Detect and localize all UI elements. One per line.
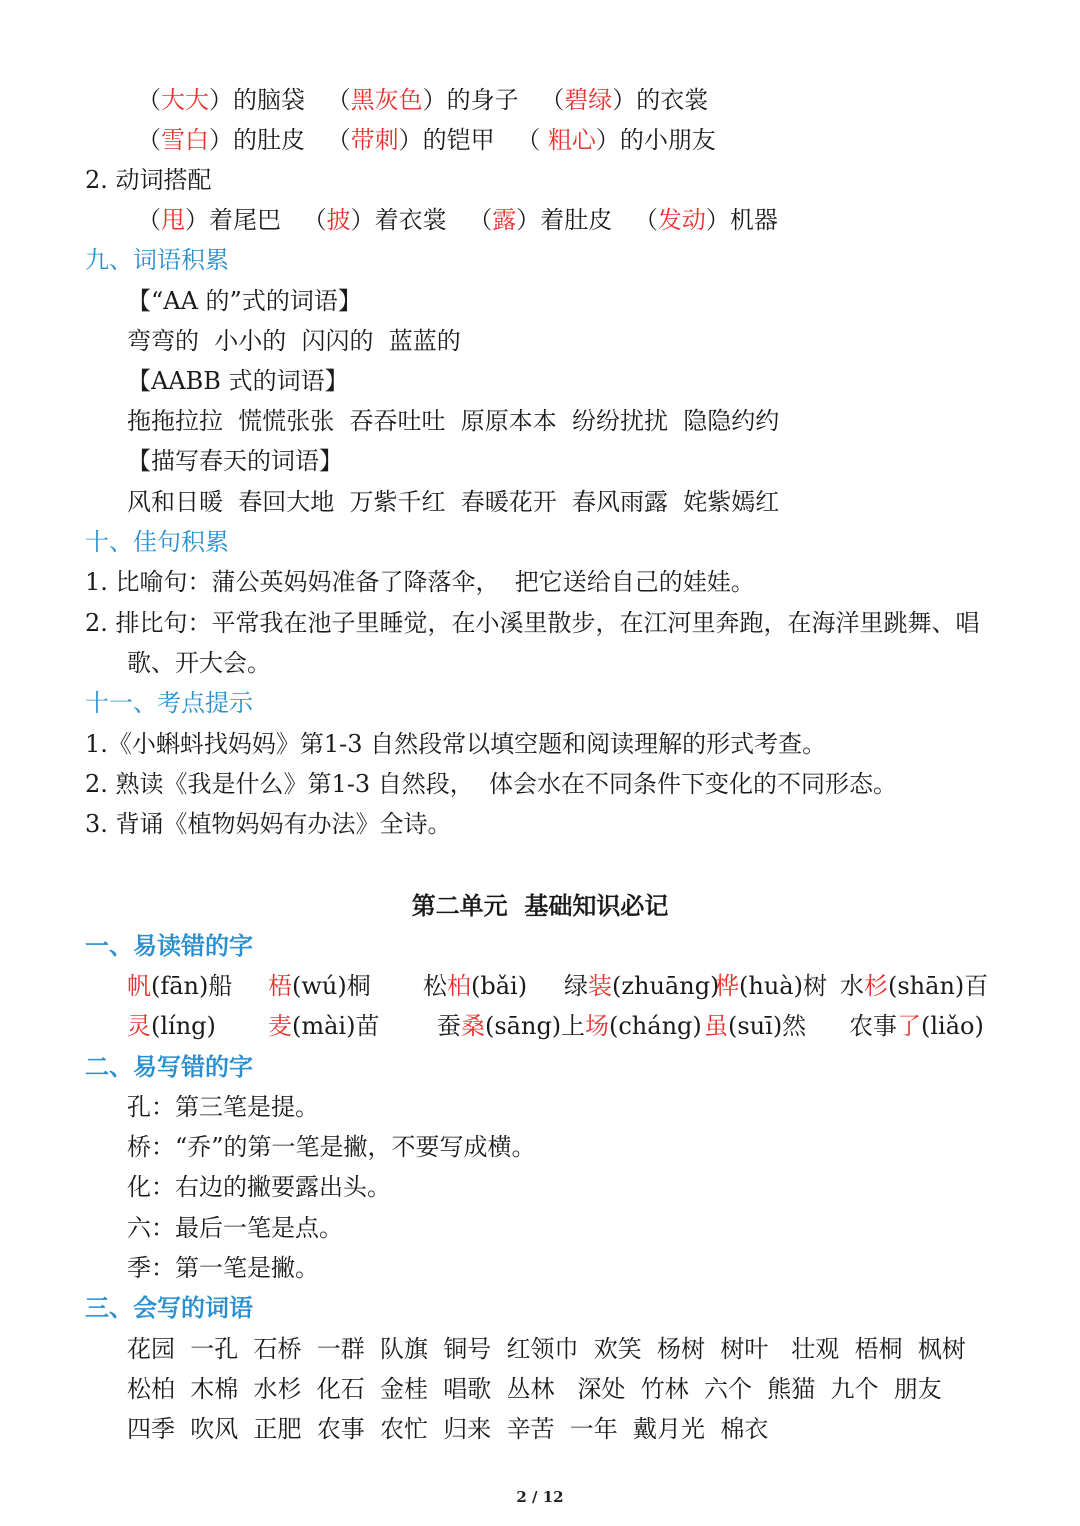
verb-phrase: （甩）着尾巴 xyxy=(137,206,281,234)
sentence-item-1: 1. 比喻句：蒲公英妈妈准备了降落伞， 把它送给自己的娃娃。 xyxy=(85,568,755,596)
writable-words-row-2: 松柏 木棉 水杉 化石 金桂 唱歌 丛林 深处 竹林 六个 熊猫 九个 朋友 xyxy=(127,1375,942,1403)
answer-word: 碧绿 xyxy=(564,86,613,114)
group-title-aabb: 【AABB 式的词语】 xyxy=(127,367,349,395)
verb-phrase-row xyxy=(137,200,778,240)
section-heading-miswrite: 二、易写错的字 xyxy=(85,1052,253,1081)
sentence-item-2: 2. 排比句：平常我在池子里睡觉，在小溪里散步，在江河里奔跑，在海洋里跳舞、唱 xyxy=(85,609,980,637)
answer-word: 雪白 xyxy=(161,126,209,154)
adj-phrase: （ 粗心）的小朋友 xyxy=(516,126,716,154)
verb-phrase: （露）着肚皮 xyxy=(468,206,613,234)
misread-word: 桦(huà)树 xyxy=(715,972,827,1000)
miswrite-item: 化：右边的撇要露出头。 xyxy=(127,1173,391,1201)
answer-word: 披 xyxy=(326,206,351,234)
miswrite-item: 季：第一笔是撇。 xyxy=(127,1254,319,1282)
answer-word: 大大 xyxy=(161,86,209,114)
verb-phrase: （发动）机器 xyxy=(633,206,778,234)
section-heading-exam-tips: 十一、考点提示 xyxy=(85,689,253,717)
tip-item-3: 3. 背诵《植物妈妈有办法》全诗。 xyxy=(85,810,452,838)
answer-word: 黑灰色 xyxy=(350,86,423,114)
misread-word: 蚕桑(sāng) xyxy=(437,1012,562,1040)
adj-phrase: （黑灰色）的身子 xyxy=(326,86,519,114)
adj-phrase: （大大）的脑袋 xyxy=(137,86,305,114)
misread-word: 麦(mài)苗 xyxy=(268,1012,380,1040)
tip-item-2: 2. 熟读《我是什么》第1-3 自然段， 体会水在不同条件下变化的不同形态。 xyxy=(85,770,898,798)
adj-phrase-row-2 xyxy=(137,120,716,160)
writable-words-row-1: 花园 一孔 石桥 一群 队旗 铜号 红领巾 欢笑 杨树 树叶 壮观 梧桐 枫树 xyxy=(127,1335,966,1363)
answer-word: 甩 xyxy=(161,206,185,234)
misread-row-2 xyxy=(127,1006,1027,1046)
misread-word: 虽(suī)然 xyxy=(704,1012,807,1040)
group-title-spring: 【描写春天的词语】 xyxy=(127,447,343,475)
page-number: 2 / 12 xyxy=(516,1488,564,1506)
misread-row-1 xyxy=(127,966,1027,1006)
misread-word: 农事了(liǎo) xyxy=(849,1012,984,1040)
adj-phrase: （碧绿）的衣裳 xyxy=(540,86,709,114)
misread-word: 松柏(bǎi) xyxy=(423,972,528,1000)
misread-word: 上场(cháng) xyxy=(561,1012,702,1040)
writable-words-row-3: 四季 吹风 正肥 农事 农忙 归来 辛苦 一年 戴月光 棉衣 xyxy=(127,1415,769,1443)
miswrite-item: 孔：第三笔是提。 xyxy=(127,1093,319,1121)
section-heading-misread: 一、易读错的字 xyxy=(85,931,253,960)
misread-word: 灵(líng) xyxy=(127,1012,216,1040)
misread-word: 水杉(shān)百 xyxy=(840,972,989,1000)
tip-item-1: 1.《小蝌蚪找妈妈》第1-3 自然段常以填空题和阅读理解的形式考查。 xyxy=(85,730,827,758)
section-heading-vocab: 九、词语积累 xyxy=(85,246,229,274)
miswrite-item: 六：最后一笔是点。 xyxy=(127,1214,343,1242)
adj-phrase: （带刺）的铠甲 xyxy=(326,126,495,154)
verb-heading: 2. 动词搭配 xyxy=(85,166,212,194)
adj-phrase: （雪白）的肚皮 xyxy=(137,126,305,154)
misread-word: 梧(wú)桐 xyxy=(268,972,371,1000)
answer-word: 露 xyxy=(492,206,517,234)
unit-title: 第二单元 基础知识必记 xyxy=(411,892,669,920)
word-list-spring: 风和日暖 春回大地 万紫千红 春暖花开 春风雨露 姹紫嫣红 xyxy=(127,488,780,516)
answer-word: 发动 xyxy=(657,206,706,234)
group-title-aa: 【“AA 的”式的词语】 xyxy=(127,287,362,315)
misread-word: 绿装(zhuāng) xyxy=(564,972,720,1000)
misread-word: 帆(fān)船 xyxy=(127,972,233,1000)
section-heading-writable-words: 三、会写的词语 xyxy=(85,1293,253,1322)
answer-word: 带刺 xyxy=(350,126,399,154)
answer-word: 粗心 xyxy=(540,126,596,154)
word-list-aabb: 拖拖拉拉 慌慌张张 吞吞吐吐 原原本本 纷纷扰扰 隐隐约约 xyxy=(127,407,780,435)
sentence-item-2-cont: 歌、开大会。 xyxy=(127,649,271,677)
section-heading-sentences: 十、佳句积累 xyxy=(85,528,229,556)
verb-phrase: （披）着衣裳 xyxy=(302,206,447,234)
miswrite-item: 桥：“乔”的第一笔是撇，不要写成横。 xyxy=(127,1133,536,1161)
word-list-aa: 弯弯的 小小的 闪闪的 蓝蓝的 xyxy=(127,327,461,355)
adj-phrase-row-1 xyxy=(137,80,708,120)
